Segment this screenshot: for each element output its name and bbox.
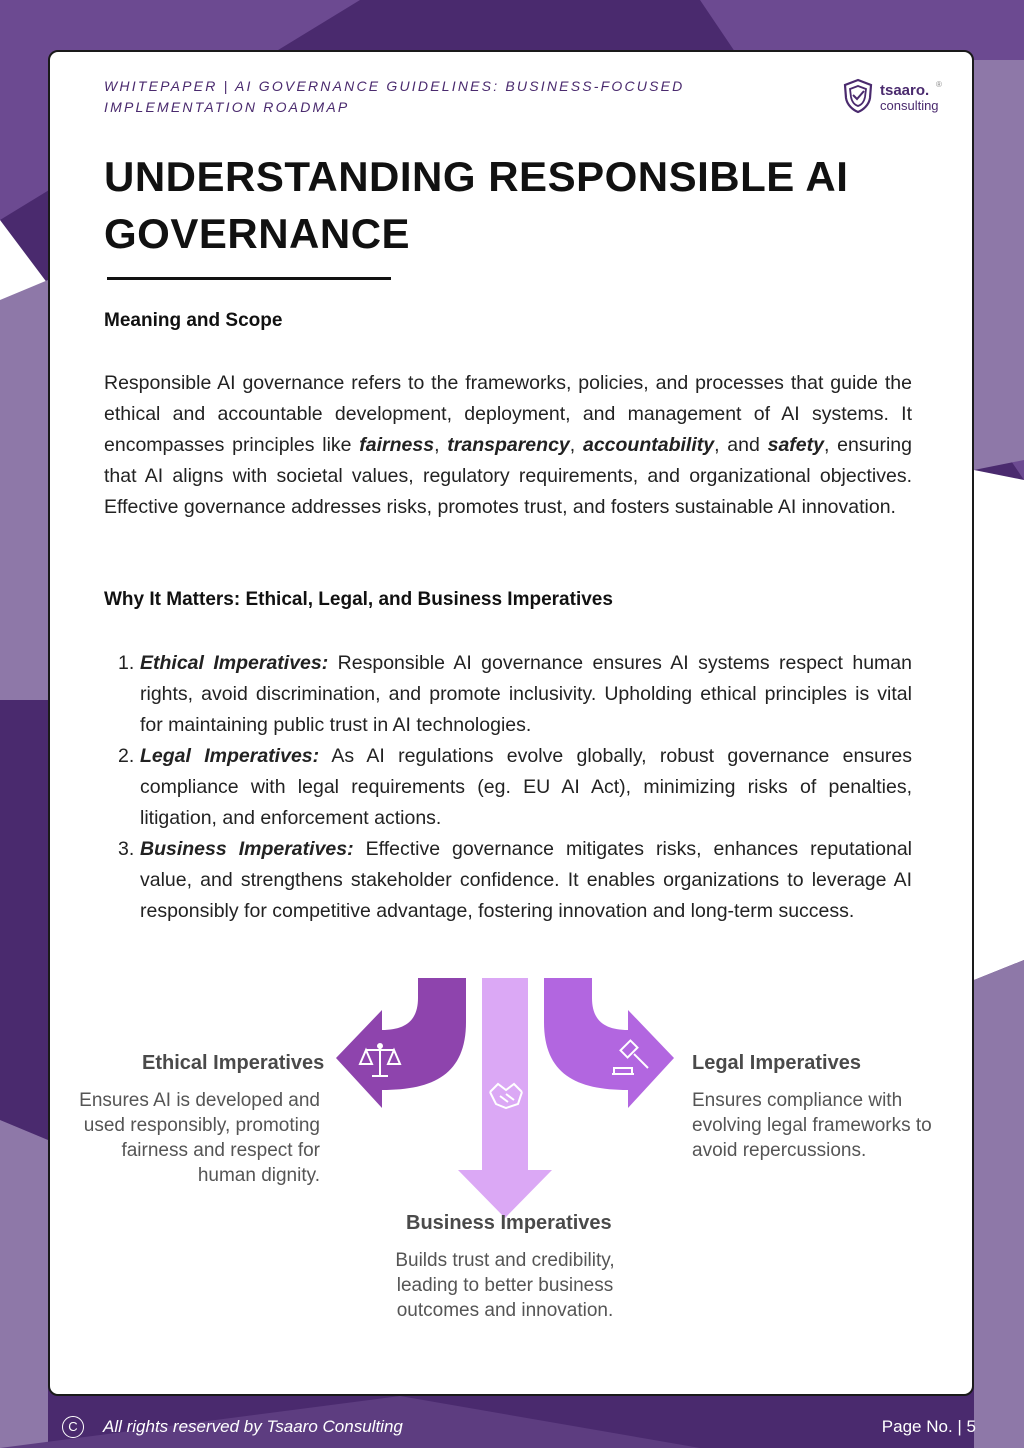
business-description: Builds trust and credibility, leading to better business outcomes and innovation.	[395, 1250, 615, 1321]
ethical-description: Ensures AI is developed and used responsibly, promoting fairness and respect for human dignity.	[79, 1090, 320, 1186]
page-title: UNDERSTANDING RESPONSIBLE AI GOVERNANCE	[104, 153, 849, 257]
business-arrow	[458, 978, 552, 1218]
term-safety: safety	[767, 434, 824, 456]
term-fairness: fairness	[359, 434, 435, 456]
list-item-business: 3. Business Imperatives: Effective governance mitigates risks, enhances reputational value, and strengthens stakeholder confidence. It enables organizations to leverage AI responsibly for competitive advantage, fostering innovation and long-term success.	[118, 838, 912, 922]
copyright-icon: C	[62, 1416, 84, 1438]
term-accountability: accountability	[582, 434, 715, 456]
imperatives-list	[104, 648, 912, 927]
list-item-ethical: 1. Ethical Imperatives: Responsible AI governance ensures AI systems respect human rights, avoid discrimination, and promote inclusivity. Upholding ethical principles is vital for maintaining public trust in AI technologies.	[118, 652, 912, 736]
title-underline	[107, 277, 391, 280]
legal-description: Ensures compliance with evolving legal frameworks to avoid repercussions.	[692, 1090, 932, 1161]
section-heading-meaning: Meaning and Scope	[104, 310, 283, 331]
logo-registered-mark: ®	[936, 80, 942, 89]
list-item-legal: 2. Legal Imperatives: As AI regulations evolve globally, robust governance ensures compliance with legal requirements (eg. EU AI Act), minimizing risks of penalties, litigation, and enforcement actions.	[118, 745, 913, 829]
legal-arrow	[544, 978, 674, 1108]
running-header: WHITEPAPER | AI GOVERNANCE GUIDELINES: BUSINESS-FOCUSED IMPLEMENTATION ROADMAP	[104, 78, 685, 115]
page-number: Page No. | 5	[881, 1417, 976, 1436]
term-transparency: transparency	[447, 434, 570, 456]
page-card	[48, 50, 974, 1396]
footer-rights: All rights reserved by Tsaaro Consulting	[103, 1417, 403, 1436]
business-title: Business Imperatives	[406, 1212, 612, 1234]
imperatives-diagram	[50, 974, 976, 1334]
ethical-title: Ethical Imperatives	[142, 1052, 325, 1074]
ethical-arrow	[336, 978, 466, 1108]
shield-icon	[842, 78, 874, 114]
company-logo	[842, 78, 952, 118]
meaning-paragraph: Responsible AI governance refers to the frameworks, policies, and processes that guide the ethical and accountable development, deployment, and management of AI systems. It encompasses principles like fairness, transparency, accountability, and safety, ensuring that AI aligns with societal values, regulatory requirements, and organizational objectives. Effective governance addresses risks, promotes trust, and fosters sustainable AI innovation.	[104, 372, 912, 518]
section-heading-why: Why It Matters: Ethical, Legal, and Business Imperatives	[104, 589, 613, 610]
logo-subtitle: consulting	[880, 98, 939, 113]
legal-title: Legal Imperatives	[692, 1052, 861, 1074]
logo-brand: tsaaro.	[880, 82, 930, 99]
